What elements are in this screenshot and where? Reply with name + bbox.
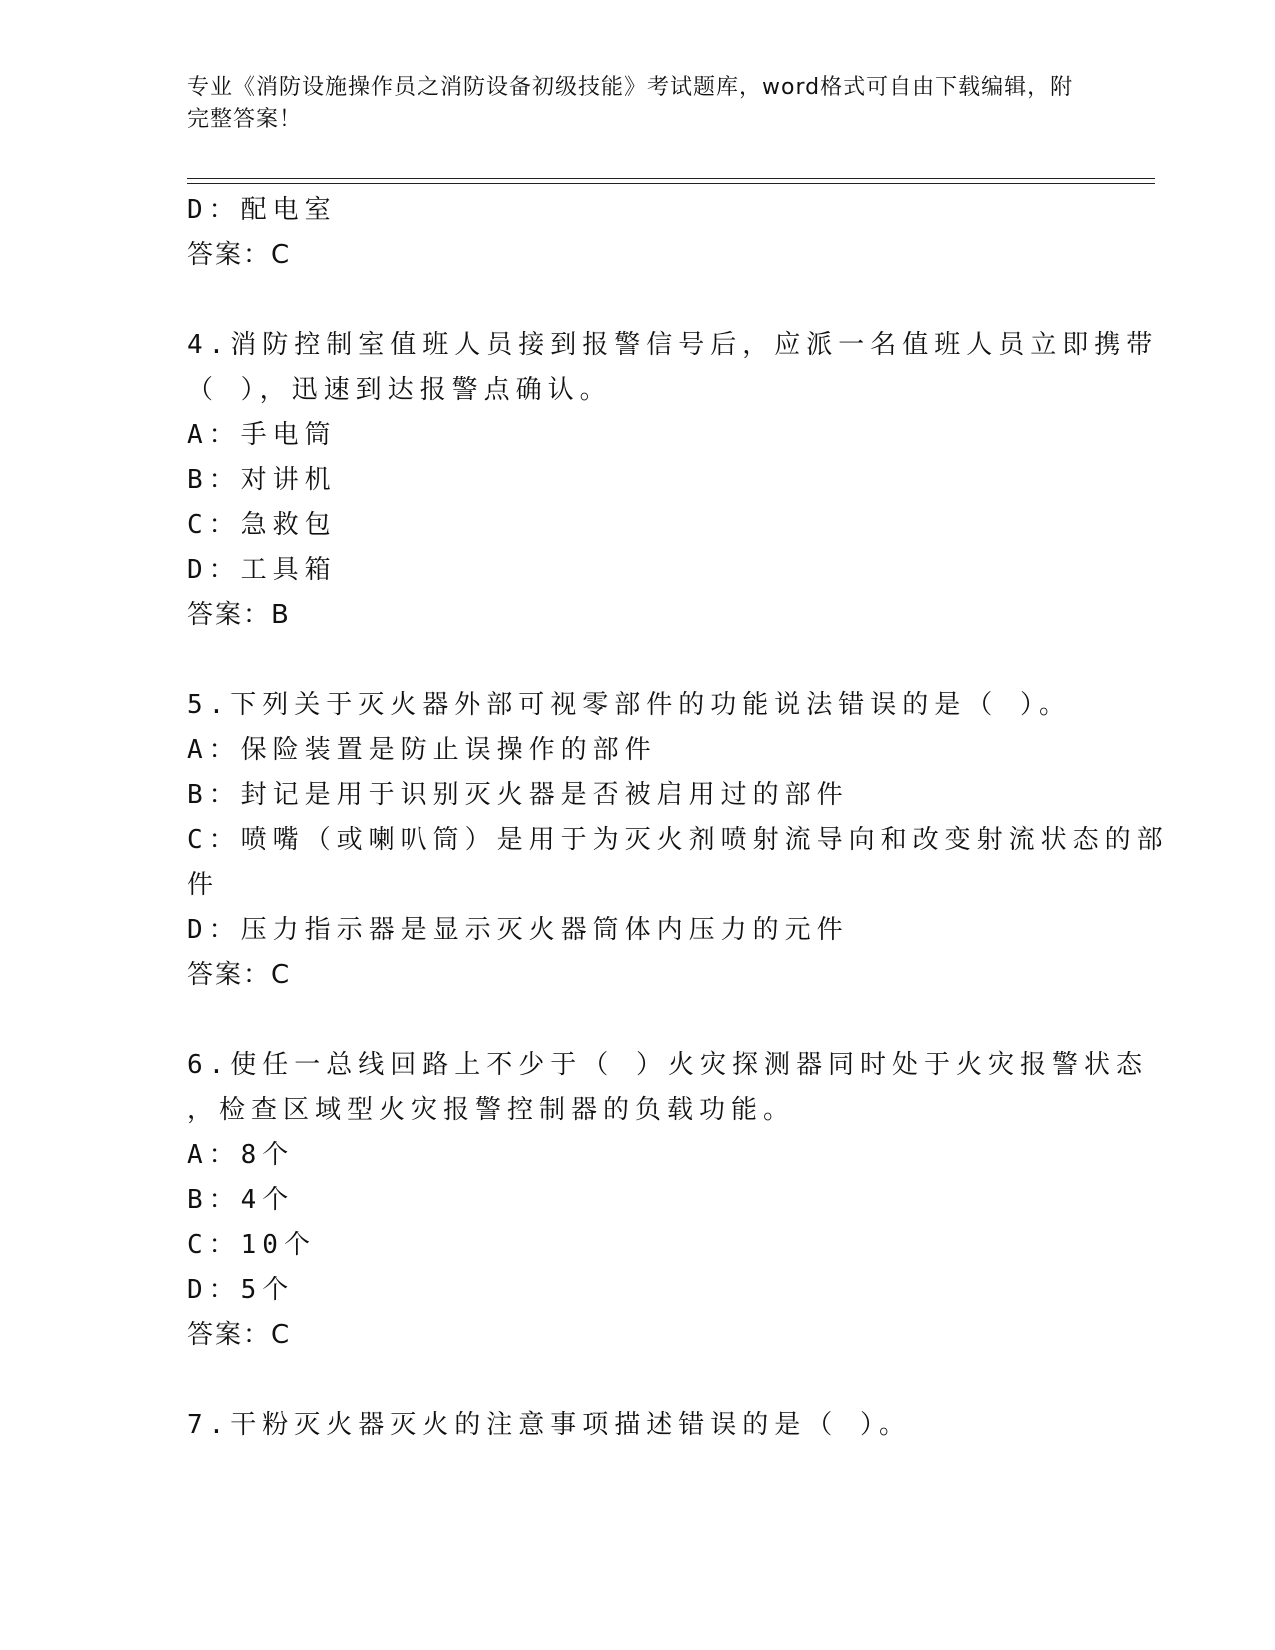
q5-option-b: B：封记是用于识别灭火器是否被启用过的部件: [187, 780, 849, 810]
q6-answer: 答案：C: [187, 1320, 292, 1350]
q6-text-line-2: ，检查区域型火灾报警控制器的负载功能。: [187, 1095, 796, 1125]
q4-answer: 答案：B: [187, 600, 291, 630]
q5-option-c-line-2: 件: [187, 870, 220, 900]
q7-text-line-1: 7.干粉灭火器灭火的注意事项描述错误的是（ ）。: [187, 1410, 911, 1440]
q5-option-c-line-1: C：喷嘴（或喇叭筒）是用于为灭火剂喷射流导向和改变射流状态的部: [187, 825, 1169, 855]
q6-text-line-1: 6.使任一总线回路上不少于（ ）火灾探测器同时处于火灾报警状态: [187, 1050, 1148, 1080]
header-divider-bottom: [187, 183, 1155, 184]
q5-text-line-1: 5.下列关于灭火器外部可视零部件的功能说法错误的是（ ）。: [187, 690, 1071, 720]
q6-option-c: C：10个: [187, 1230, 316, 1260]
q6-option-a: A：8个: [187, 1140, 295, 1170]
header-divider-top: [187, 178, 1155, 179]
q4-text-line-2: （ ），迅速到达报警点确认。: [187, 375, 612, 405]
q4-option-d: D：工具箱: [187, 555, 337, 585]
q4-option-c: C：急救包: [187, 510, 337, 540]
prev-answer: 答案：C: [187, 240, 292, 270]
q4-option-a: A：手电筒: [187, 420, 337, 450]
q5-answer: 答案：C: [187, 960, 292, 990]
q6-option-d: D：5个: [187, 1275, 295, 1305]
q5-option-d: D：压力指示器是显示灭火器筒体内压力的元件: [187, 915, 849, 945]
document-header: 专业《消防设施操作员之消防设备初级技能》考试题库，word格式可自由下载编辑，附完整答案！: [187, 75, 1074, 132]
q5-option-a: A：保险装置是防止误操作的部件: [187, 735, 657, 765]
q4-text-line-1: 4.消防控制室值班人员接到报警信号后，应派一名值班人员立即携带: [187, 330, 1159, 360]
q6-option-b: B：4个: [187, 1185, 295, 1215]
prev-option-d: D：配电室: [187, 195, 337, 225]
q4-option-b: B：对讲机: [187, 465, 337, 495]
